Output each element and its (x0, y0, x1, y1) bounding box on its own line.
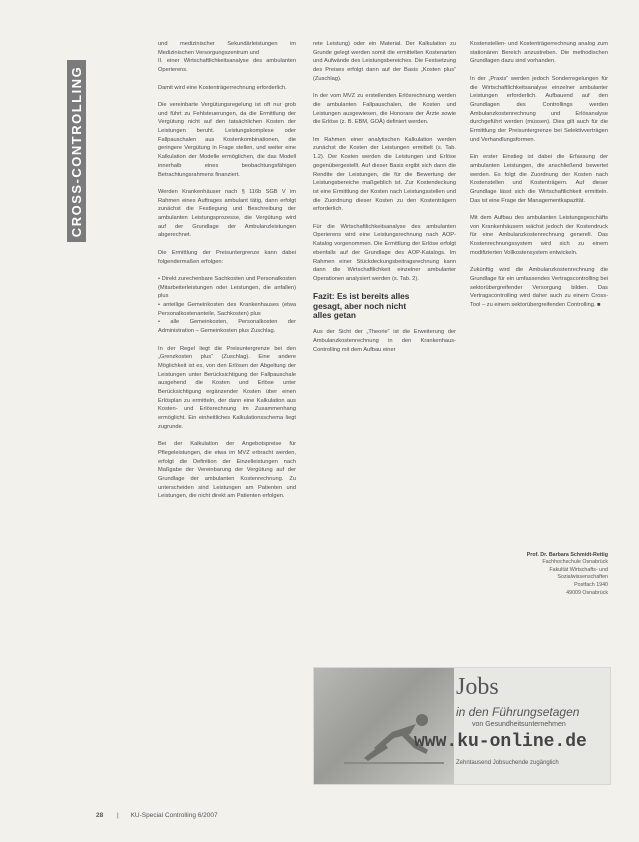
paragraph: Mit dem Aufbau des ambulanten Leistungsgeschäfts von Krankenhäusern wächst jedoch der Kostendruck für eine Ambulanzkostenrechnung generell. Das Kostenrechnungssystem wird sich zu einem modifizierten Vollkostensystem entwickeln. (470, 215, 608, 256)
publication-name: KU-Special Controlling 6/2007 (130, 812, 218, 819)
paragraph: In der „Praxis“ werden jedoch Sonderregelungen für die Wirtschaftlichkeitsanalyse einzelner ambulanter Leistungen erforderlich. Aufbauend auf den Grundlagen des Controllings werden Ambulanzkostenrechnung und Erlösanalyse durchgeführt werden (müssen). Dies gilt auch für die Ermittlung der Preisuntergrenze bei Selektivverträgen und Verhandlungsformen. (470, 75, 608, 143)
author-block (470, 544, 608, 605)
paragraph: rete Leistung) oder ein Material. Der Kalkulation zu Grunde gelegt werden somit die ermittelten Kostenarten und Aufwände des Leistungsbereiches. Die Festsetzung des Preises erfolgt dann auf der Basis „Kosten plus“ (Zuschlag). (313, 41, 456, 82)
paragraph: und medizinischer Sekundärleistungen im Medizinischen Versorgungszentrum und II. einer Wirtschaftlichkeitsanalyse des ambulanten Operierens. (158, 41, 296, 74)
paragraph: Die Ermittlung der Preisuntergrenze kann dabei folgendermaßen erfolgen: (158, 249, 296, 265)
section-label-text: CROSS-CONTROLLING (69, 65, 85, 237)
ad-subtitle: in den Führungsetagen (456, 705, 580, 719)
bullet-list (158, 275, 296, 336)
paragraph: In der Regel liegt die Preisuntergrenze bei den „Grenzkosten plus“ (Zuschlag). Eine andere Möglichkeit ist es, von den Erlösen der Abgeltung der Leistungen unter Berücksichtigung der Fallpauschale ausgehend die Kosten und Erlöse unter Berücksichtigung ergänzender Kosten über einen Erlösplan zu ermitteln, der dann eine Kalkulation aus Kosten- und Erlösrechnung im Zusammenhang ermöglicht. Ein einheitliches Kalkulationsschema liegt zugrunde. (158, 345, 296, 430)
section-label (67, 60, 86, 242)
text-column-2 (313, 40, 456, 363)
ad-url-link[interactable]: www.ku-online.de (414, 732, 587, 752)
section-heading: Fazit: Es ist bereits alles gesagt, aber noch nicht alles getan (313, 291, 410, 320)
footer-separator: | (117, 812, 119, 819)
page-footer (96, 812, 218, 819)
text-column-1 (158, 40, 296, 510)
list-item: • anteilige Gemeinkosten des Krankenhauses (etwa Personalkostenanteile, Sachkosten) plus (158, 302, 297, 317)
paragraph: In der vom MVZ zu erstellenden Erlösrechnung werden die ambulanten Fallpauschalen, die Kosten und Leistungen ausgewiesen, die Honorare der Ärzte sowie die Erlöse (z. B. EBM, GOÄ) definiert werden. (313, 93, 456, 126)
text-column-3 (470, 40, 608, 318)
page-number: 28 (96, 812, 104, 819)
ad-note: Zehntausend Jobsuchende zugänglich (456, 760, 559, 766)
paragraph: Aus der Sicht der „Theorie“ ist die Erweiterung der Ambulanzkostenrechnung in den Krankenhaus-Controlling mit dem Aufbau einer (313, 329, 456, 353)
ad-title: Jobs (456, 674, 499, 700)
paragraph: Im Rahmen einer analytischen Kalkulation werden zunächst die Kosten der Leistungen ermittelt (s. Tab. 1.2). Der Kosten werden die Leistungen und Erlöse gegenübergestellt. Auf dieser Basis ergibt sich dann die Rendite der Leistungen, die für die Bewertung der Leistungsbereiche maßgeblich ist. Zur Kostendeckung ist eine Ermittlung der Kosten nach Leistungsstellen und die Zuordnung dieser Kosten zu den Kostenträgern erforderlich. (313, 136, 456, 213)
paragraph: Bei der Kalkulation der Angebotspreise für Pflegeleistungen, die etwa im MVZ erbracht werden, erfolgt die Definition der Einzelleistungen nach Maßgabe der Vereinbarung der Vergütung auf der Grundlage der ambulanten Kostenrechnung. Zu unterscheiden sind Leistungen am Patienten und Leistungen, die nicht direkt am Patienten erfolgen. (158, 441, 296, 500)
paragraph: Kostenstellen- und Kostenträgerrechnung analog zum stationären Bereich anzustreben. Die methodischen Grundlagen dazu sind vorhanden. (470, 41, 608, 65)
author-affiliation: Fachhochschule Osnabrück Fakultät Wirtschafts- und Sozialwissenschaften Postfach 1940 49009 Osnabrück (542, 559, 608, 596)
paragraph: Damit wird eine Kostenträgerrechnung erforderlich. (158, 84, 287, 91)
paragraph: Die vereinbarte Vergütungsregelung ist oft nur grob und führt zu Fehlsteuerungen, da die Ermittlung der Vergütung nicht auf den tatsächlichen Kosten der Leistungen beruht. Leistungskomplexe oder Fallpauschalen aus Kostenkombinationen, die geringere Vergütung in Frage stellen, und weiter eine Kalkulation der Modelle ermöglichen, die das Modell innerhalb eines beobachtungsfähigen Betrachtungsrahmens finanziert. (158, 101, 296, 178)
ad-subtitle-2: von Gesundheitsunternehmen (472, 721, 566, 728)
job-advertisement[interactable] (313, 667, 611, 785)
paragraph: Zukünftig wird die Ambulanzkostenrechnung die Grundlage für ein umfassendes Vertragscontrolling bei sektorübergreifender Versorgung bilden. Das Vertragscontrolling wird daher auch zu einem Cross-Tool – zu einem sektorübergreifenden Controlling. ■ (470, 267, 608, 309)
paragraph: Ein erster Einstieg ist dabei die Erfassung der ambulanten Leistungen, die anschließend bewertet werden. Es folgt die Zuordnung der Kosten nach Kostenstellen und Kostenträgern. Auf dieser Grundlage lässt sich die Wirtschaftlichkeit ermitteln. Das ist eine Frage der Managementkapazität. (470, 154, 608, 204)
list-item: • alle Gemeinkosten, Personalkosten der Administration – Gemeinkosten plus Zuschlag. (158, 319, 296, 335)
author-name: Prof. Dr. Barbara Schmidt-Rettig (526, 551, 608, 558)
paragraph: Werden Krankenhäuser nach § 116b SGB V im Rahmen eines Auftrages ambulant tätig, dann erfolgt zunächst die Festlegung und Beschreibung der ambulanten Leistungsprozesse, die Vergütung wird auf der Grundlage der Ambulanzleistungen abgerechnet. (158, 188, 296, 239)
paragraph: Für die Wirtschaftlichkeitsanalyse des ambulanten Operierens wird eine Leistungsrechnung nach AOP-Katalog vorgenommen. Die Ermittlung der Erlöse erfolgt ebenfalls auf der Grundlage des AOP-Katalogs. Im Rahmen einer Stückdeckungsbeitragsrechnung kann dann die Wirtschaftlichkeit einzelner ambulanter Operationen analysiert werden (s. Tab. 2). (313, 223, 456, 282)
list-item: • Direkt zurechenbare Sachkosten und Personalkosten (Mitarbeiterleistungen oder Leistungen, die anfallen) plus (158, 275, 296, 300)
